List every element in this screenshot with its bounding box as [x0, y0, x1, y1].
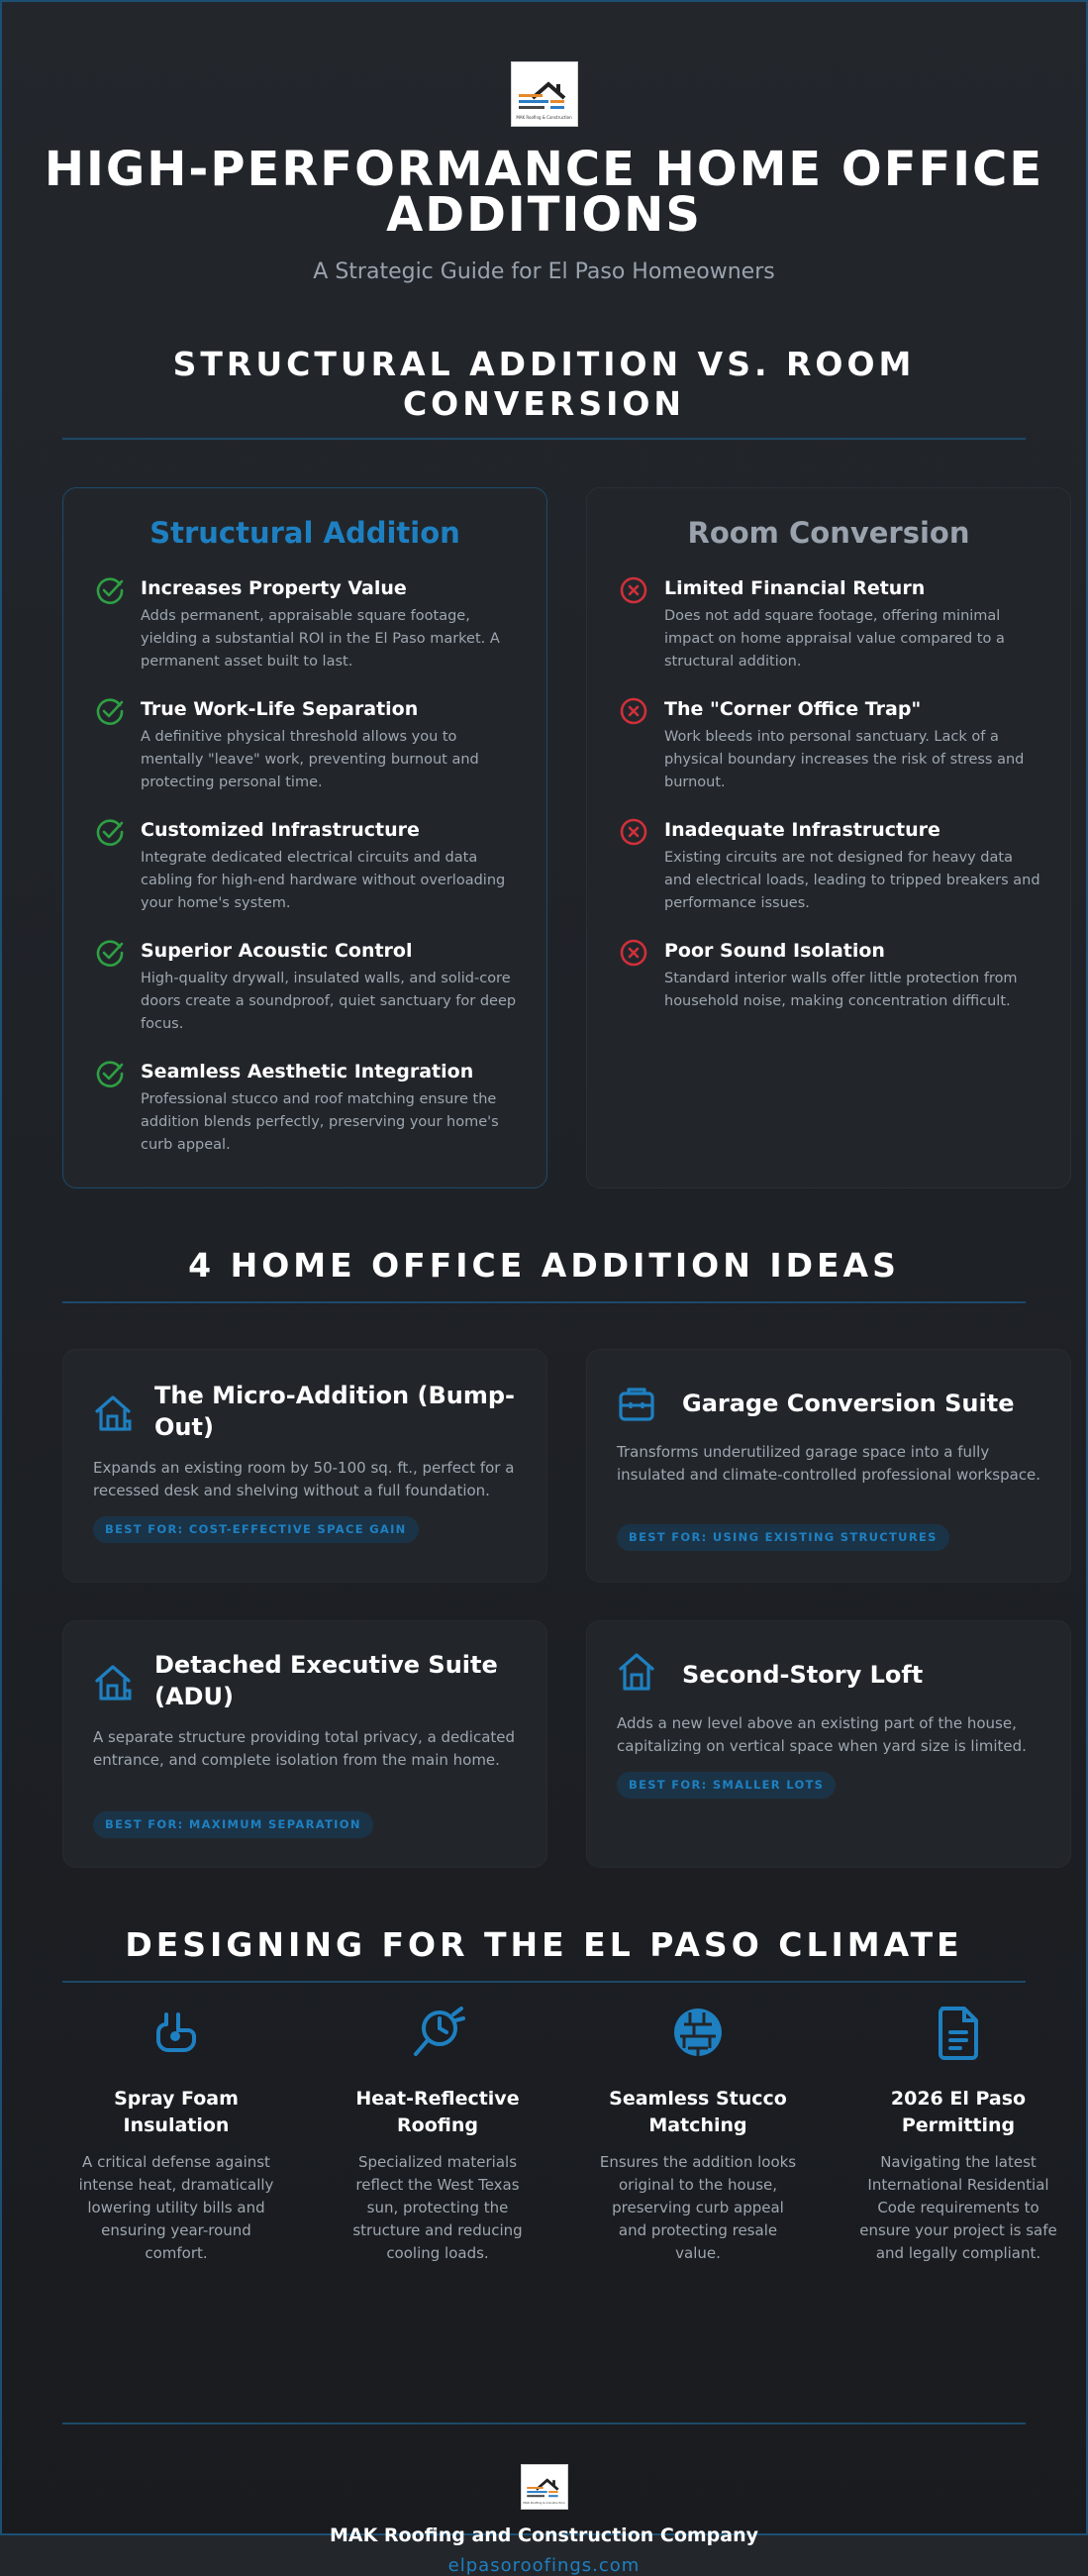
ideas-heading: 4 HOME OFFICE ADDITION IDEAS [188, 1246, 900, 1285]
footer-logo [521, 2464, 568, 2510]
con-desc: Does not add square footage, offering minimal impact on home appraisal value compared to a structural addition. [664, 608, 1005, 670]
con-desc: Existing circuits are not designed for heavy data and electrical loads, leading to tripped breakers and performance issues. [664, 850, 1040, 911]
pro-title: Customized Infrastructure [141, 819, 420, 841]
check-circle-icon [95, 1059, 125, 1088]
idea-desc: Adds a new level above an existing part of the house, capitalizing on vertical space when yard size is limited. [617, 1714, 1027, 1755]
room-conversion-title: Room Conversion [687, 516, 970, 550]
climate-desc: Navigating the latest International Residential Code requirements to ensure your project is safe and legally compliant. [859, 2153, 1057, 2262]
idea-title: Garage Conversion Suite [682, 1390, 1015, 1417]
logo-wordmark: MAK Roofing & Construction [516, 115, 572, 120]
check-circle-icon [95, 817, 125, 847]
climate-desc: Ensures the addition looks original to the house, preserving curb appeal and protecting resale value. [599, 2153, 797, 2262]
idea-card-second-story-loft [586, 1620, 1071, 1868]
logo-wordmark: MAK Roofing & Construction [523, 2501, 565, 2505]
page-title: HIGH-PERFORMANCE HOME OFFICE ADDITIONS [44, 142, 1044, 243]
con-title: Inadequate Infrastructure [664, 819, 940, 841]
con-title: Poor Sound Isolation [664, 940, 885, 962]
pro-title: Superior Acoustic Control [141, 940, 413, 962]
check-circle-icon [95, 575, 125, 605]
idea-desc: Transforms underutilized garage space into a fully insulated and climate-controlled professional workspace. [617, 1443, 1041, 1484]
house-icon [93, 1661, 133, 1704]
footer-company-name: MAK Roofing and Construction Company [329, 2524, 759, 2546]
climate-title: Spray Foam Insulation [114, 2088, 239, 2136]
con-desc: Work bleeds into personal sanctuary. Lack of a physical boundary increases the risk of stress and burnout. [664, 729, 1025, 790]
x-circle-icon [619, 696, 648, 726]
idea-card-garage-conversion [586, 1349, 1071, 1583]
section-divider [62, 1301, 1026, 1303]
con-item [619, 817, 1042, 915]
idea-card-micro-addition [62, 1349, 547, 1583]
room-conversion-card [586, 487, 1071, 1188]
idea-title: Detached Executive Suite (ADU) [154, 1651, 498, 1710]
con-title: Limited Financial Return [664, 577, 926, 599]
footer-website-link[interactable]: elpasoroofings.com [447, 2555, 641, 2576]
logo-roof-icon [515, 72, 574, 116]
pro-title: Seamless Aesthetic Integration [141, 1061, 474, 1082]
house-icon [93, 1391, 133, 1435]
idea-desc: A separate structure providing total privacy, a dedicated entrance, and complete isolation from the main home. [93, 1728, 516, 1769]
sun-reflect-icon [410, 2003, 465, 2062]
check-circle-icon [95, 938, 125, 968]
pro-title: Increases Property Value [141, 577, 407, 599]
climate-item-insulation [77, 2003, 275, 2265]
climate-title: 2026 El Paso Permitting [890, 2088, 1027, 2136]
climate-item-roofing [339, 2003, 537, 2265]
garage-icon [617, 1384, 656, 1427]
footer-divider [62, 2422, 1026, 2424]
con-item [619, 938, 1042, 1013]
climate-item-stucco [599, 2003, 797, 2265]
check-circle-icon [95, 696, 125, 726]
con-title: The "Corner Office Trap" [664, 698, 922, 720]
climate-item-permitting [859, 2003, 1057, 2265]
company-logo [511, 61, 578, 127]
best-for-badge: BEST FOR: MAXIMUM SEPARATION [93, 1811, 373, 1838]
idea-desc: Expands an existing room by 50-100 sq. ft., perfect for a recessed desk and shelving without a full foundation. [93, 1459, 515, 1499]
pro-desc: High-quality drywall, insulated walls, and solid-core doors create a soundproof, quiet sanctuary for deep focus. [141, 971, 517, 1032]
pro-item [95, 1059, 519, 1157]
con-item [619, 575, 1042, 673]
document-icon [931, 2003, 986, 2062]
structural-addition-card [62, 487, 547, 1188]
x-circle-icon [619, 575, 648, 605]
pro-desc: Integrate dedicated electrical circuits and data cabling for high-end hardware without overloading your home's system. [141, 850, 506, 911]
pro-title: True Work-Life Separation [141, 698, 419, 720]
section-divider [62, 1981, 1026, 1983]
best-for-badge: BEST FOR: COST-EFFECTIVE SPACE GAIN [93, 1516, 419, 1543]
page-subtitle: A Strategic Guide for El Paso Homeowners [313, 259, 775, 284]
logo-roof-icon [524, 2472, 565, 2502]
section-divider [62, 438, 1026, 440]
pro-desc: A definitive physical threshold allows you to mentally "leave" work, preventing burnout and protecting personal time. [141, 729, 479, 790]
best-for-badge: BEST FOR: SMALLER LOTS [617, 1772, 836, 1799]
idea-card-detached-suite [62, 1620, 547, 1868]
pro-item [95, 696, 519, 794]
climate-desc: Specialized materials reflect the West Texas sun, protecting the structure and reducing cooling loads. [352, 2153, 523, 2262]
structural-addition-title: Structural Addition [149, 516, 460, 550]
idea-title: Second-Story Loft [682, 1661, 924, 1689]
x-circle-icon [619, 938, 648, 968]
climate-heading: DESIGNING FOR THE EL PASO CLIMATE [125, 1925, 963, 1964]
climate-title: Heat-Reflective Roofing [355, 2088, 520, 2136]
climate-desc: A critical defense against intense heat, dramatically lowering utility bills and ensuring year-round comfort. [78, 2153, 274, 2262]
best-for-badge: BEST FOR: USING EXISTING STRUCTURES [617, 1524, 949, 1551]
con-desc: Standard interior walls offer little protection from household noise, making concentration difficult. [664, 971, 1018, 1009]
pro-item [95, 575, 519, 673]
pro-item [95, 817, 519, 915]
pro-item [95, 938, 519, 1036]
x-circle-icon [619, 817, 648, 847]
con-item [619, 696, 1042, 794]
comparison-heading: STRUCTURAL ADDITION VS. ROOM CONVERSION [172, 345, 916, 423]
idea-title: The Micro-Addition (Bump-Out) [154, 1382, 515, 1441]
pro-desc: Adds permanent, appraisable square footage, yielding a substantial ROI in the El Paso market. A permanent asset built to last. [141, 608, 500, 670]
climate-title: Seamless Stucco Matching [609, 2088, 787, 2136]
stucco-texture-icon [670, 2003, 726, 2062]
pro-desc: Professional stucco and roof matching ensure the addition blends perfectly, preserving your home's curb appeal. [141, 1091, 499, 1153]
insulation-icon [148, 2003, 204, 2062]
loft-house-icon [617, 1651, 656, 1695]
